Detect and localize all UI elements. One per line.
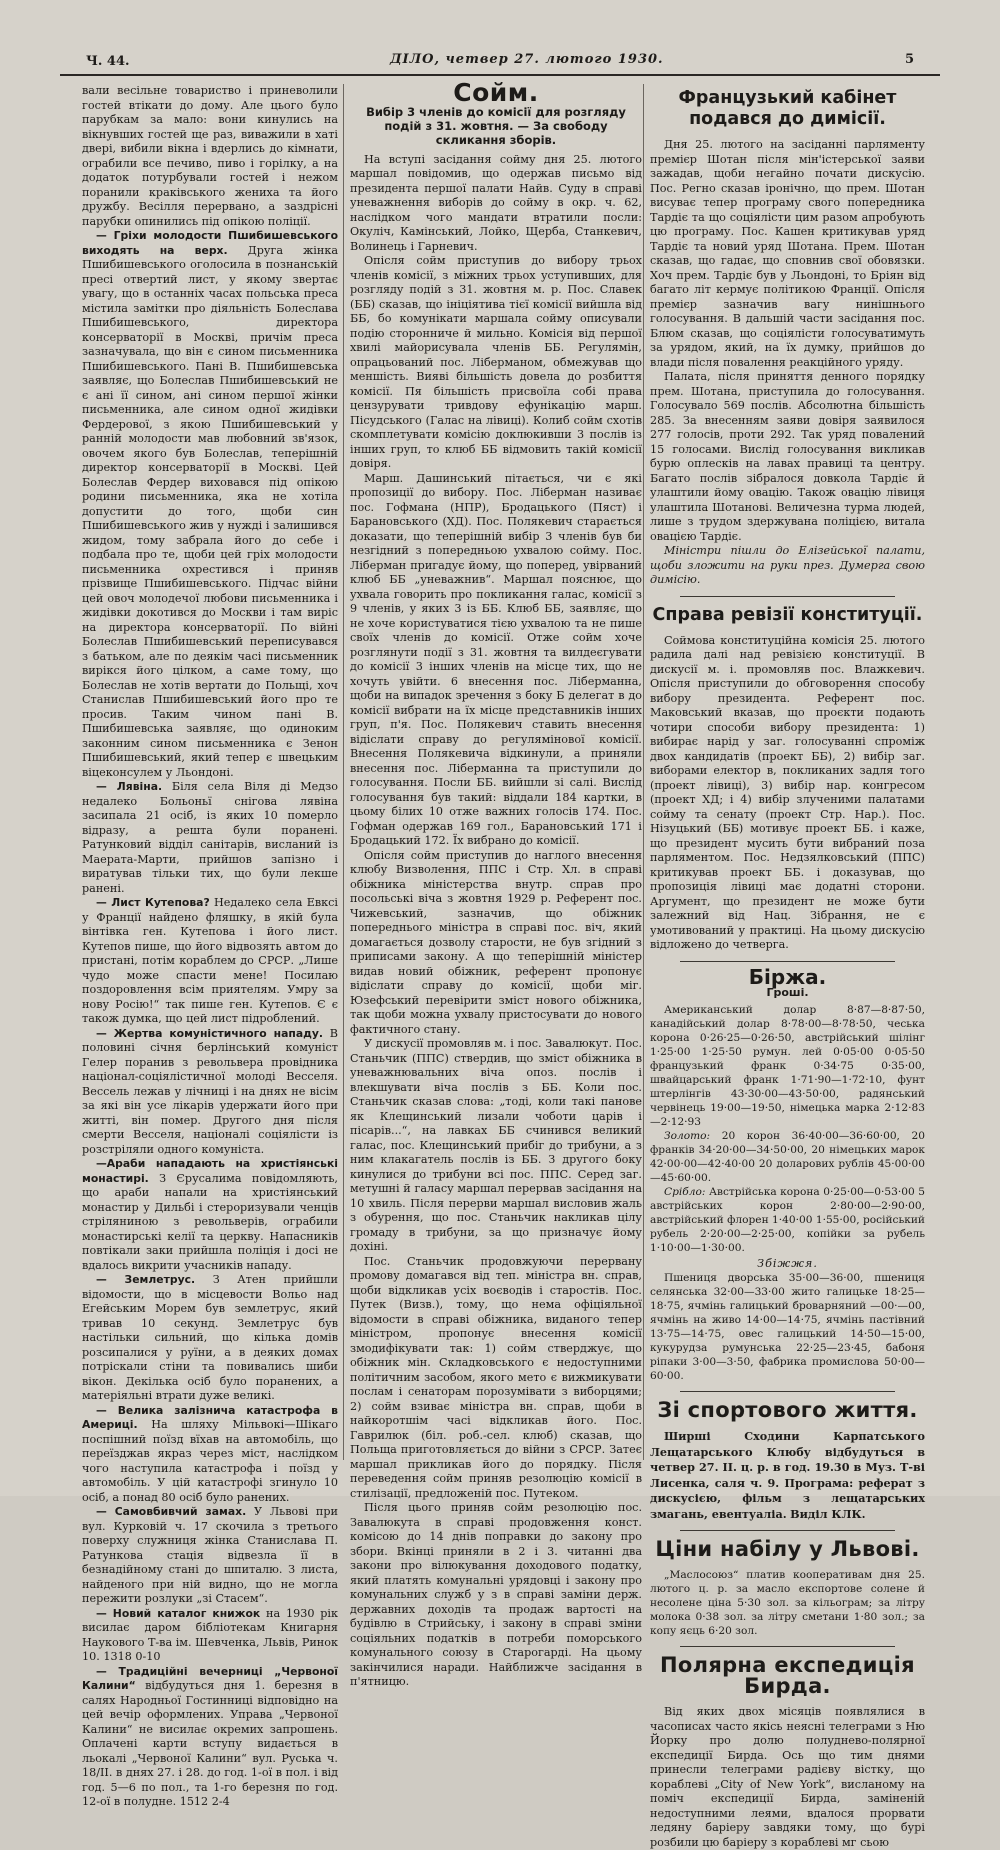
news-item-9: — Новий каталог книжок на 1930 рік висилає даром бібліотекам Книгарня Наукового Т-ва ім. Шевченка, Львів, Ринок 10. 1318 0-10 xyxy=(82,1606,338,1663)
sejm-paragraph: У дискусії промовляв м. і пос. Завалюкут. Пос. Станьчик (ППС) ствердив, що зміст обіжника в уневажнювальних віча опоз. послів і влекшувати віча послів з ББ. Коли пос. Станьчик сказав слова: „тоді, коли такі панове як Клещинський лизали чоботи царів і пісарів...“, на лавках ББ счинився великий галас, пос. Клещинський прибіг до трибуни, а з ним клакагатель послів із ББ. З другого боку кинулися до трибуни всі пос. ППС. Серед заг. метушні й галасу маршал перервав засідання на 10 хвиль. Після перерви маршал висловив жаль з обурення, що пос. Станьчик накликав цілу громаду в трибуни, за що призначує йому дохіні. xyxy=(350,1037,642,1253)
column-news xyxy=(82,84,339,1808)
sejm-paragraph: Опісля сойм приступив до вибору трьох членів комісії, з міжних трьох уступивших, для розгляду подій з 31. жовтня м. р. Пос. Славек (ББ) сказав, що ініціятива тієї комісії вийшла від ББ, бо комунікати маршала сойму описували подію сторонниче й мильно. Комісія від першої хвилі майорисувала членів ББ. Регулямін, опрацьований пос. Ліберманом, обмежував що меншість. Вияві більшість довела до розбиття комісії. Пя більшість присвоїла собі права цензурувати тривдову ефунікацію марш. Пісудського (Галас на лівиці). Колиб сойм схотів скомплетувати комісію доклюкивши 3 послів із інших груп, то клюб ББ відмовить такій комісії довіря. xyxy=(350,254,642,470)
exchange-silver: Срібло: Австрійська корона 0·25·00—0·53·00 5 австрійських корон 2·80·00—2·90·00, австрійський флорен 1·40·00 1·55·00, російський рубель 2·20·00—2·25·00, копійки за рубель 1·10·00—1·30·00. xyxy=(650,1185,925,1254)
column-sejm xyxy=(343,78,642,1688)
exchange-grain: Пшениця дворська 35·00—36·00, пшениця селянська 32·00—33·00 жито галицьке 18·25—18·75, ячмінь галицький броварняний —00·—00, ячмінь на живо 14·00—14·75, ячмінь пастівний 13·75—14·75, овес галицький 14·50—15·00, кукурудза румунська 22·25—23·45, бабоня ріпаки 3·00—3·50, фабрика промислова 50·00—60·00. xyxy=(650,1272,925,1382)
news-item-8: — Самовбивчий замах. У Львові при вул. Курковій ч. 17 скочила з третього поверху служниця жінка Станислава П. Ратункова стація відвезла її в безнадійному стані до шпиталю. З листа, найденого при ній видно, що не могла пережити розлуки „зі Стасем“. xyxy=(82,1505,338,1605)
divider xyxy=(680,1391,895,1392)
french-cabinet-title: Французький кабінет подався до димісії. xyxy=(678,88,897,129)
exchange-money-head: Гроші. xyxy=(766,986,809,999)
news-item-4: — Жертва комуністичного нападу. В половині січня берлінський комуніст Гелер поранив з револьвера провідника націонал-соціялістичної молоді Весселя. Вессель лежав у лічниці і на днях не вісім за які він усе лікарів удержати його при житті, він помер. Другого дня після смерти Весселя, націоналі соціялісти із розстріляли одного комуніста. xyxy=(82,1026,338,1156)
news-item-5: —Араби нападають на христіянські монастирі. З Єрусалима повідомляють, що араби напали на христіянський монастир у Дильбі і стероризували ченців стріляниною з револьверів, ограбили монастирські келії та церкву. Напасників повтікали заки прийшла поліція і досі не вдалось викрити учасників нападу. xyxy=(82,1157,338,1272)
constitution-title: Справа ревізії конституції. xyxy=(652,604,923,625)
sejm-paragraph: Опісля сойм приступив до наглого внесення клюбу Визволення, ППС і Стр. Хл. в справі обіжника міністерства внутр. справ про посольські віча з жовтня 1929 р. Референт пос. Чижевський, зазначив, що обіжник попереднього міністра в справі пос. віч, який домагається дозволу старости, не був згідний з приписами закону. А що теперішній міністер видав новий обіжник, референт пропонує відіслати справу до комісії, щоби міг. Юзефський перевірити зміст нового обіжника, так щоби можна ухвалу пристосувати до нового фактичного стану. xyxy=(350,848,642,1036)
sejm-paragraph: Пос. Станьчик продовжуючи перервану промову домагався від теп. міністра вн. справ, щоби відкликав усіх воєводів і старостів. Пос. Путек (Визв.), тому, що нема офіціяльної відомости в справі обіжника, виданого тепер міністром, пропонує внесення комісії змодифікувати так: 1) сойм стверджує, що обіжник мін. Складковського є недоступними політичним засобом, якого мето є вижмикувати послам і сенаторам порозумівати з виборцями; 2) сойм взиває міністра вн. справ, щоби в найкоротшім часі відкликав його. Пос. Гаврилюк (біл. роб.-сел. клюб) сказав, що Польща приготовляється до війни з СРСР. Затеє маршал прикликав його до порядку. Після переведення сойм приняв резолюцію комісії в стилізації, предложеній пос. Путеком. xyxy=(350,1254,642,1500)
divider xyxy=(680,961,895,962)
news-item-3: — Лист Кутепова? Недалеко села Евксі у Франції найдено фляшку, в якій була вінтівка ген. Кутепова і його лист. Кутепов пише, що його відвозять автом до пристані, потім кораблем до СРСР. „Лише чудо може спасти мене! Посилаю поздоровлення всім приятелям. Умру за нову Росію!“ так пише ген. Кутепов. Є є також думка, що цей лист підроблений. xyxy=(82,896,338,1025)
french-paragraph: Палата, після приняття денного порядку прем. Шотана, приступила до голосування. Голосувало 569 послів. Абсолютна більшість 285. За внесенням заяви довіря заявилося 277 голосів, проти 292. Так уряд повалений 15 голосами. Вислід голосування викликав бурю оплесків на лавах правиці та центру. Багато послів зібралося довкола Тардіє й улаштили йому овацію. Також овацію лівиця улаштила Шотанові. Величезна турма людей, лише з трудом здержувана поліцією, витала овацією Тардіє. xyxy=(650,370,925,543)
sport-title: Зі спортового життя. xyxy=(657,1398,918,1422)
news-item-10: — Традиційні вечерниці „Червоної Калини“ відбудуться дня 1. березня в салях Народньої Гостинниці відповідно на цей вечір оформлених. Управа „Червоної Калини“ не висилає окремих запрошень. Оплачені карти вступу видається в льокалі „Червоної Калини“ вул. Руська ч. 18/ІІ. в днях 27. і 28. до год. 1-ої в пол. і від год. 5—6 по пол., та 1-го березня по год. 12-ої в полудне. 1512 2-4 xyxy=(82,1664,338,1808)
news-item-0: вали весільне товариство і приневолили гостей втікати до дому. Але цього було парубкам за мало: вони кинулись на вікнувших гостей ще раз, виважили в хаті двері, вибили вікна і вдерлись до кімнати, ограбили все печиво, пиво і горілку, а на додаток потурбували гостей і нежом поранили краківського жениха та його дружбу. Весілля перервано, а заздрісні парубки опинились під опікою поліції. xyxy=(82,84,338,228)
news-item-1: — Гріхи молодости Пшибишевського виходять на верх. Друга жінка Пшибишевського оголосила в познанській пресі отвертий лист, у якому звертає увагу, що в останніх часах польська преса містила замітки про діяльність Болеслава Пшибишевського, директора консерваторії в Москві, причім преса зазначувала, що він є сином письменника Пшибишевського. Пані В. Пшибишевська заявляє, що Болеслав Пшибишевський не є ані її сином, ані сином першої жінки письменника, але сином одної жидівки Фердерової, з якою Пшибишевський у ранній молодости мав любовний зв'язок, овочем якого був Болеслав, теперішній директор консерваторії в Москві. Цей Болеслав Фердер виховався під опікою родини письменника, яка не хотіла допустити до того, щоби син Пшибишевського жив у нужді і залишився жидом, тому забрала його до себе і подбала про те, щоби цей гріх молодости письменника охрестився і приняв прізвище Пшибишевського. Підчас війни цей овоч молодечої любови письменника і жидівки докотився до Москви і там виріс на директора консерваторії. По війні Болеслав Пшибишевський переписувався з батьком, але по деякім часі письменник вирікся його цілком, а саме тому, що Болеслав не хотів вертати до Польщі, хоч Станислав Пшибишевський його про те просив. Таким чином пані В. Пшибишевська заявляє, що одиноким законним сином письменника є Зенон Пшибишевський, який тепер є швецьким віцеконсулем у Льондоні. xyxy=(82,229,339,779)
byrd-title: Полярна експедиція Бирда. xyxy=(660,1653,915,1698)
page-number: 5 xyxy=(904,52,914,67)
constitution-paragraph: Соймова конституційна комісія 25. лютого радила далі над ревізією конституції. В дискусії м. і. промовляв пос. Влажкевич. Опісля приступили до обговорення способу вибору президента. Референт пос. Маковський вказав, що проєкти подають чотири способи вибору президента: 1) вибирає нарід у заг. голосуванні спроміж двох кандидатів (проект ББ), 2) вибір заг. виборами електор в, покликаних задля того (проект лівиці), 3) вибір нар. конгресом (проект ХД; і 4) вибір злученими палатами сойму та сенату (проект Стр. Нар.). Пос. Нізуцький (ББ) мотивує проект ББ. і каже, що президент мусить бути вибраний поза парляментом. Пос. Недзялковський (ППС) критикував проект ББ. і доказував, що пропозиція лівиці має додатні сторони. Аргумент, що президент не може бути залежний від Нац. Зібрання, не є умотивований у практиці. На цьому дискусію відложено до четверга. xyxy=(650,633,925,951)
news-item-6: — Землетрус. З Атен прийшли відомости, що в місцевости Вольо над Егейським Морем був землетрус, який тривав 10 секунд. Землетрус був настільки сильний, що кілька домів розсипалися у руїни, а в деяких домах потріскали стіни та повивались шиби вікон. Декілька осіб було поранених, а матеріяльні втрати дуже великі. xyxy=(82,1273,338,1402)
page-header xyxy=(60,52,940,76)
prices-title: Ціни набілу у Львові. xyxy=(655,1537,920,1561)
exchange-money: Американський долар 8·87—8·87·50, канадійський долар 8·78·00—8·78·50, чеська корона 0·26·25—0·26·50, австрійський шілінг 1·25·00 1·25·50 румун. лей 0·05·00 0·05·50 французький франк 0·34·75 0·35·00, швайцарський франк 1·71·90—1·72·10, фунт штерлінгів 43·30·00—43·50·00, радянський червінець 19·00—19·50, німецька марка 2·12·83—2·12·93 xyxy=(650,1003,925,1128)
column-right xyxy=(643,84,926,1849)
divider xyxy=(680,596,895,597)
sejm-title: Сойм. xyxy=(453,78,539,107)
french-paragraph: Дня 25. лютого на засіданні парляменту премієр Шотан після мін'істерської заяви зажадав, щоби негайно почати дискусію. Пос. Регно сказав іронічно, що прем. Шотан висуває тепер програму свого попередника Тардіє та що соціялісти цим разом апробують цю програму. Пос. Кашен критикував уряд Тардіє та новий уряд Шотана. Прем. Шотан сказав, що гадає, що сповнив свої обовязки. Хоч прем. Тардіє був у Льондоні, то Бріян від багато літ кермує політикою Франції. Опісля премієр зазначив вагу нинішнього голосування. В дальшій части засідання пос. Блюм сказав, що соціялісти голосуватимуть за урядом, який, на їх думку, прийшов до влади після повалення реакційного уряду. xyxy=(650,138,925,369)
sejm-paragraph: На вступі засідання сойму дня 25. лютого маршал повідомив, що одержав письмо від президента першої палати Найв. Суду в справі уневажнення виборів до сойму в окр. ч. 62, наслідком чого мандати втратили посли: Окуліч, Камінський, Лойко, Щерба, Станкевич, Волинець і Гарневич. xyxy=(350,152,642,253)
sejm-paragraph: Після цього приняв сойм резолюцію пос. Завалюкута в справі продовження конст. комісою до 14 днів поправки до закону про збори. Вкінці приняли в 2 і 3. читанні два закони про вілюкування доходового податку, який платять комунальні урядовці і закону про комунальних служб у з в справі заміни держ. державних доходів та продаж вартості на будівлю в Стрийську, і закону в справі зміни соціяльних податків в потреби поморського комунального союзу в Старогарді. На цьому закінчилися наради. Найближче засідання в п'ятницю. xyxy=(350,1501,642,1688)
prices-paragraph: „Маслосоюз“ платив кооперативам дня 25. лютого ц. р. за масло експортове солене й несолене ціна 5·30 зол. за кільограм; за літру молока 0·38 зол. за літру сметани 1·80 зол.; за копу яєць 6·20 зол. xyxy=(650,1569,925,1637)
exchange-grain-head: Збіжжя. xyxy=(757,1256,818,1270)
news-item-7: — Велика залізнича катастрофа в Америці. На шляху Мільвокі—Шікаго поспішний поїзд вїхав на автомобіль, що переїзджав якраз через міст, наслідком чого наступила катастрофа і поїзд у автомобіль. У цій катастрофі згинуло 10 осіб, а понад 80 осіб було ранених. xyxy=(82,1403,338,1504)
exchange-gold: Золото: 20 корон 36·40·00—36·60·00, 20 франків 34·20·00—34·50·00, 20 німецьких марок 42·00·00—42·40·00 20 доларових рублів 45·00·00—45·60·00. xyxy=(650,1129,926,1184)
sejm-paragraph: Марш. Дашинський пітається, чи є які пропозиції до вибору. Пос. Ліберман називає пос. Гофмана (НПР), Бродацького (Пяст) і Барановського (ХД). Пос. Полякевич старається доказати, що теперішній вибір 3 членів був би незгідний з попередньою ухвалою сойму. Пос. Ліберман пригадує йому, що поперед, увірваний клюб ББ „уневажнив“. Маршал пояснює, що ухвала говорить про покликання галас, комісії з 9 членів, у яких 3 із ББ. Клюб ББ, заявляє, що не хоче користуватися тією ухвалою та не пише своїх членів до комісії. Отже сойм хоче розглянути події з 31. жовтня та вилдеєгувати до комісії 3 інших членів на місце тих, що не хочуть увійти. 6 внесення пос. Ліберманна, щоби на випадок зречення з боку Б делегат в до комісії вибрати на їх місце представників інших груп, п'я. Пос. Полякевич ставить внесення відіслати справу до регулямінової комісії. Внесення Полякевича відкинули, а приняли внесення пос. Ліберманна та приступили до голосування. Посли ББ. вийшли зі салі. Вислід голосування був такий: віддали 184 картки, в цьому білих 10 отже важних голосів 174. Пос. Гофман одержав 169 гол., Барановський 171 і Бродацький 172. Їх вибрано до комісії. xyxy=(350,471,642,847)
divider xyxy=(680,1646,895,1647)
byrd-paragraph: Від яких двох місяців появлялися в часописах часто якісь неясні телеграми з Ню Йорку про долю полуднево-полярної експедиції Бирда. Ось що тим днями принесли телеграми радієву вістку, що кораблеві „City of New York“, висланому на поміч експедиції Бирда, заміненій недоступними леями, вдалося прорвати ледяну баріеру завдяки тому, що бурі розбили цю баріеру з кораблеві мг сьою xyxy=(650,1705,925,1849)
sejm-subtitle: Вибір 3 членів до комісії для розгляду подій з 31. жовтня. — За свободу скликання зборів. xyxy=(366,104,626,147)
sport-paragraph: Ширші Сходини Карпатського Лещатарського Клюбу відбудуться в четвер 27. ІІ. ц. р. в год. 19.30 в Муз. Т-ві Лисенка, саля ч. 9. Програма: реферат з дискусією, фільм з лещатарських змагань, евентуаліа. Виділ КЛК. xyxy=(650,1429,925,1521)
exchange-title: Біржа. xyxy=(748,964,827,989)
french-italic-note: Міністри пішли до Елізейської палати, щоби зложити на руки през. Думерга свою димісію. xyxy=(650,544,925,586)
issue-number: Ч. 44. xyxy=(86,54,130,69)
masthead-date: ДІЛО, четвер 27. лютого 1930. xyxy=(390,52,664,67)
divider xyxy=(680,1530,895,1531)
news-item-2: — Лявіна. Біля села Віля ді Медзо недалеко Больоньї снігова лявіна засипала 21 осіб, із яких 10 померло відразу, а решта були поранені. Ратунковий відділ санітарів, висланий із Маерата-Марти, прийшов запізно і виратував тільки тих, що були лекше ранені. xyxy=(82,780,338,895)
